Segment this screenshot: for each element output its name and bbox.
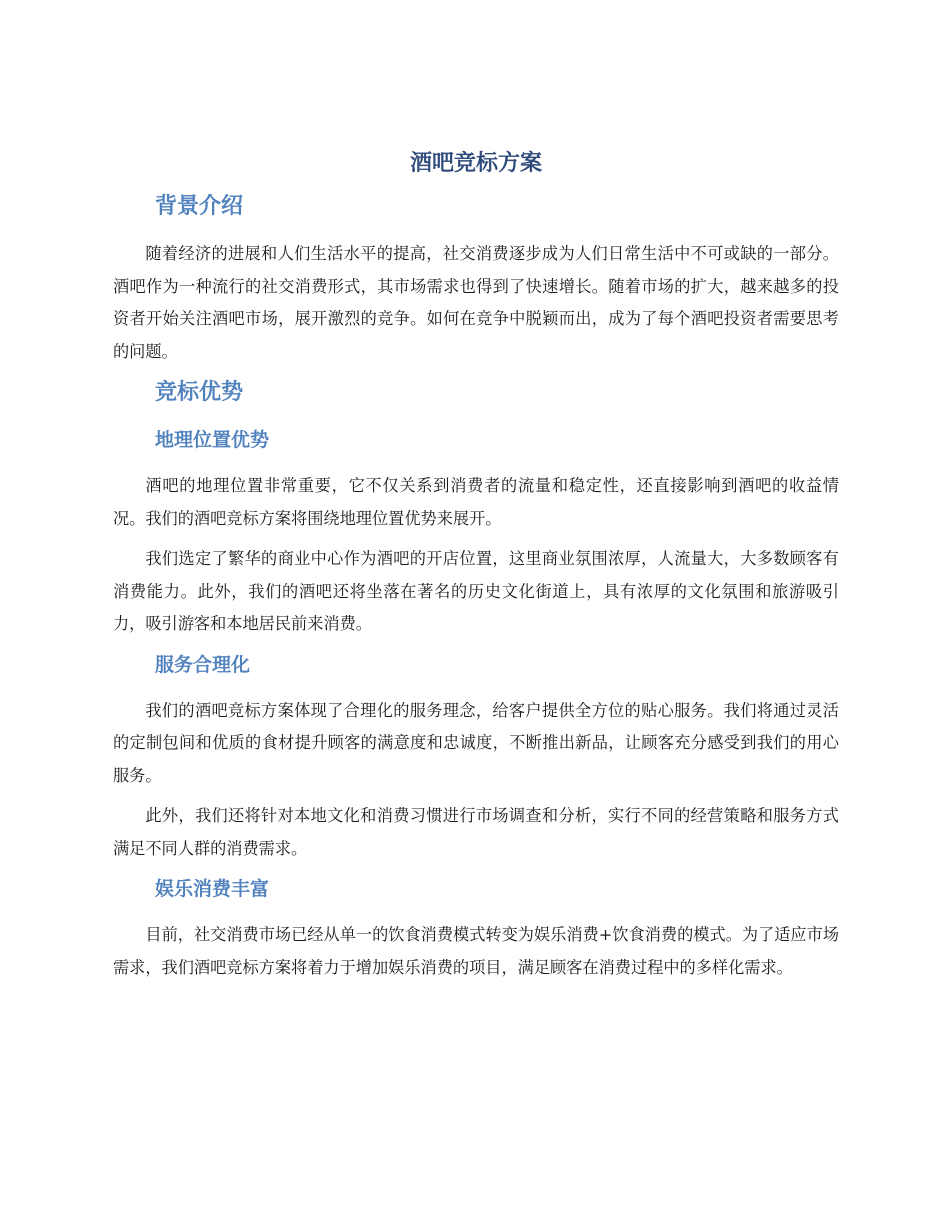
heading-background: 背景介绍 <box>155 194 244 219</box>
subheading-location: 地理位置优势 <box>155 429 270 451</box>
paragraph-location-2: 我们选定了繁华的商业中心作为酒吧的开店位置，这里商业氛围浓厚，人流量大，大多数顾客有消费能力。此外，我们的酒吧还将坐落在著名的历史文化街道上，具有浓厚的文化氛围和旅游吸引力，吸引游客和本地居民前来消费。 <box>113 549 839 633</box>
subheading-entertainment: 娱乐消费丰富 <box>155 878 270 900</box>
paragraph-service-2: 此外，我们还将针对本地文化和消费习惯进行市场调查和分析，实行不同的经营策略和服务方式满足不同人群的消费需求。 <box>113 806 839 858</box>
paragraph-location-1: 酒吧的地理位置非常重要，它不仅关系到消费者的流量和稳定性，还直接影响到酒吧的收益情况。我们的酒吧竞标方案将围绕地理位置优势来展开。 <box>113 476 839 528</box>
document-title: 酒吧竞标方案 <box>409 151 542 176</box>
heading-advantages: 竞标优势 <box>155 380 244 405</box>
document-body <box>113 146 839 992</box>
paragraph-service-1: 我们的酒吧竞标方案体现了合理化的服务理念，给客户提供全方位的贴心服务。我们将通过灵活的定制包间和优质的食材提升顾客的满意度和忠诚度，不断推出新品，让顾客充分感受到我们的用心服务。 <box>113 700 839 785</box>
subheading-service: 服务合理化 <box>155 653 251 676</box>
paragraph-entertainment-1: 目前，社交消费市场已经从单一的饮食消费模式转变为娱乐消费+饮食消费的模式。为了适应市场需求，我们酒吧竞标方案将着力于增加娱乐消费的项目，满足顾客在消费过程中的多样化需求。 <box>113 925 839 977</box>
paragraph-background-1: 随着经济的进展和人们生活水平的提高，社交消费逐步成为人们日常生活中不可或缺的一部分。酒吧作为一种流行的社交消费形式，其市场需求也得到了快速增长。随着市场的扩大，越来越多的投资者开始关注酒吧市场，展开激烈的竞争。如何在竞争中脱颖而出，成为了每个酒吧投资者需要思考的问题。 <box>113 244 839 361</box>
